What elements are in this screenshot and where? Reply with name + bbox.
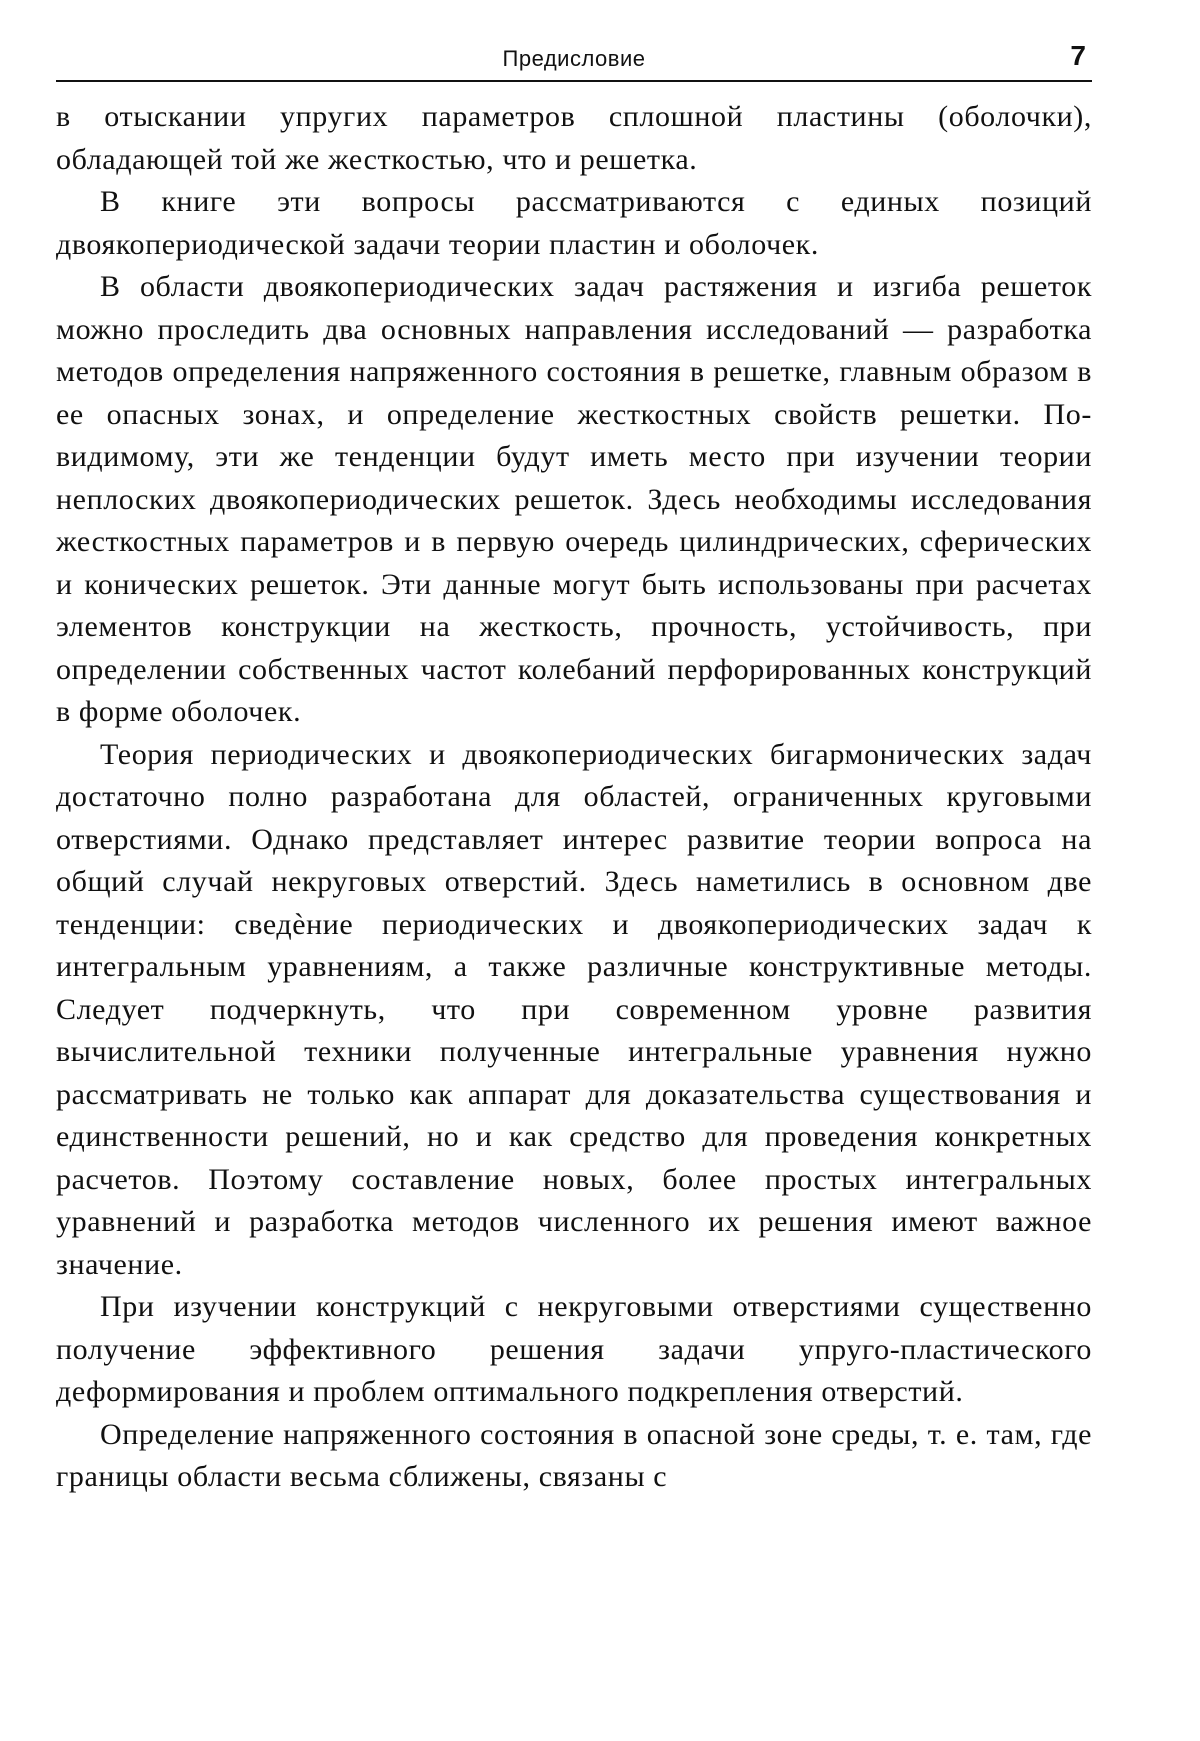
paragraph: Определение напряженного состояния в опасной зоне среды, т. е. там, где границы области весьма сближены, связаны с [56,1417,1092,1493]
paragraph: При изучении конструкций с некруговыми отверстиями существенно получение эффективного решения задачи упруго-пластического деформирования и проблем оптимального подкрепления отверстий. [56,1290,1092,1408]
paragraph: Теория периодических и двоякопериодических бигармонических задач достаточно полно разработана для областей, ограниченных круговыми отверстиями. Однако представляет интерес развитие теории вопроса на общий случай некруговых отверстий. Здесь наметились в основном две тенденции: сведѐние периодических и двоякопериодических задач к интегральным уравнениям, а также различные конструктивные методы. Следует подчеркнуть, что при современном уровне развития вычислительной техники полученные интегральные уравнения нужно рассматривать не только как аппарат для доказательства существования и единственности решений, но и как средство для проведения конкретных расчетов. Поэтому составление новых, более простых интегральных уравнений и разработка методов численного их решения имеют важное значение. [56,737,1092,1281]
paragraph-continued: в отыскании упругих параметров сплошной пластины (оболочки), обладающей той же жесткостью, что и решетка. [56,100,1092,176]
paragraph: В книге эти вопросы рассматриваются с единых позиций двоякопериодической задачи теории пластин и оболочек. [56,185,1092,261]
paragraph: В области двоякопериодических задач растяжения и изгиба решеток можно проследить два основных направления исследований — разработка методов определения напряженного состояния в решетке, главным образом в ее опасных зонах, и определение жесткостных свойств решетки. По-видимому, эти же тенденции будут иметь место при изучении теории неплоских двоякопериодических решеток. Здесь необходимы исследования жесткостных параметров и в первую очередь цилиндрических, сферических и конических решеток. Эти данные могут быть использованы при расчетах элементов конструкции на жесткость, прочность, устойчивость, при определении собственных частот колебаний перфорированных конструкций в форме оболочек. [56,270,1092,728]
page-number: 7 [1070,40,1086,71]
running-head [56,40,1092,82]
body-text [56,96,1092,1499]
running-title: Предисловие [502,46,646,71]
book-page [56,40,1092,1499]
